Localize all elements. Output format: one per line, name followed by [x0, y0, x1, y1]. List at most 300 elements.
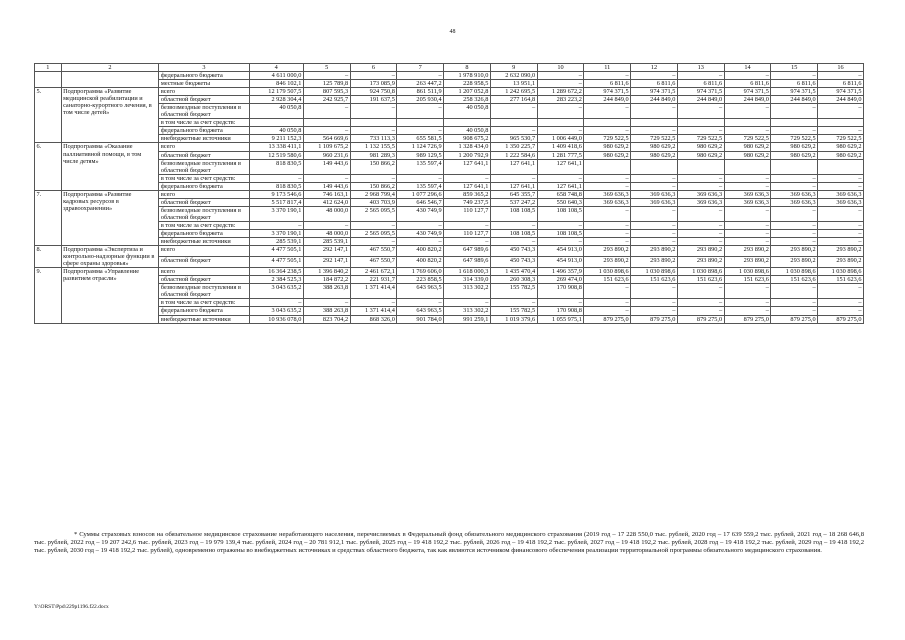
amount-cell: 150 866,2 — [350, 182, 397, 190]
amount-cell — [818, 159, 864, 174]
amount-cell: 879 275,0 — [724, 315, 771, 323]
amount-cell: – — [771, 238, 818, 246]
table-row — [35, 257, 864, 268]
funding-source-cell: областной бюджет — [159, 96, 249, 104]
amount-cell: – — [303, 72, 350, 80]
amount-cell: 184 872,2 — [303, 276, 350, 284]
amount-cell: – — [818, 238, 864, 246]
amount-cell — [350, 119, 397, 127]
amount-cell: 151 623,6 — [724, 276, 771, 284]
amount-cell: 6 811,6 — [631, 80, 678, 88]
amount-cell: 400 820,2 — [397, 257, 444, 268]
amount-cell: 6 811,6 — [724, 80, 771, 88]
amount-cell: 135 597,4 — [397, 182, 444, 190]
footnote: * Суммы страховых взносов на обязательное медицинское страхование неработающего населения, перечисляемых в Федеральный фонд обязательного медицинского страхования (2019 год – 17 228 550,0 тыс. рублей, 2020 год – 17 639 559,2 тыс. рублей, 2021 год – 18 268 646,8 тыс. рублей, 2022 год – 19 207 242,6 тыс. рублей, 2023 год – 19 979 139,4 тыс. рублей, 2024 год – 20 781 912,1 тыс. рублей, 2025 год – 19 418 192,2 тыс. рублей, 2026 год – 19 418 192,2 тыс. рублей, 2027 год – 19 418 192,2 тыс. рублей, 2028 год – 19 418 192,2 тыс. рублей, 2029 год – 19 418 192,2 тыс. рублей, 2030 год – 19 418 192,2 тыс. рублей), одновременно отражены во внебюджетных источниках и средствах областного бюджета, так как являются источником финансового обеспечения реализации территориальной программы обязательного медицинского страхования. — [34, 531, 864, 554]
amount-cell: 369 636,3 — [818, 190, 864, 198]
amount-cell: 127 641,1 — [537, 182, 584, 190]
amount-cell: – — [584, 299, 631, 307]
amount-cell: – — [818, 307, 864, 315]
amount-cell: 40 050,8 — [444, 127, 491, 135]
amount-cell: – — [818, 182, 864, 190]
amount-cell: – — [397, 174, 444, 182]
amount-cell: – — [677, 127, 724, 135]
column-number-cell: 5 — [303, 64, 350, 72]
amount-cell: 980 629,2 — [677, 151, 724, 159]
amount-cell: 127 641,1 — [490, 159, 537, 174]
table-row — [35, 276, 864, 284]
amount-cell: – — [537, 299, 584, 307]
funding-source-cell: в том числе за счет средств: — [159, 174, 249, 182]
amount-cell: 924 750,8 — [350, 88, 397, 96]
amount-cell: 974 371,5 — [818, 88, 864, 96]
amount-cell: 40 050,8 — [249, 104, 303, 119]
amount-cell: 283 223,2 — [537, 96, 584, 104]
column-number-cell: 7 — [397, 64, 444, 72]
amount-cell: 6 811,6 — [677, 80, 724, 88]
table-row — [35, 174, 864, 182]
amount-cell: 974 371,5 — [677, 88, 724, 96]
column-number-cell: 2 — [61, 64, 159, 72]
amount-cell: 258 326,8 — [444, 96, 491, 104]
amount-cell — [249, 119, 303, 127]
amount-cell: 293 890,2 — [771, 257, 818, 268]
column-number-cell: 14 — [724, 64, 771, 72]
amount-cell: 412 624,0 — [303, 198, 350, 206]
amount-cell: 4 477 505,1 — [249, 246, 303, 257]
amount-cell: – — [677, 206, 724, 221]
amount-cell: – — [350, 238, 397, 246]
amount-cell: 292 147,1 — [303, 246, 350, 257]
amount-cell: 314 339,0 — [444, 276, 491, 284]
amount-cell: – — [771, 284, 818, 299]
amount-cell: 10 936 078,0 — [249, 315, 303, 323]
amount-cell: 151 623,6 — [631, 276, 678, 284]
amount-cell: 9 211 152,3 — [249, 135, 303, 143]
amount-cell: 974 371,5 — [724, 88, 771, 96]
amount-cell: 879 275,0 — [677, 315, 724, 323]
amount-cell: 150 866,2 — [350, 159, 397, 174]
amount-cell: 645 355,7 — [490, 190, 537, 198]
amount-cell: – — [818, 174, 864, 182]
subprogram-name: Подпрограмма «Развитие кадровых ресурсов в здравоохранении» — [61, 190, 159, 245]
table-row — [35, 198, 864, 206]
amount-cell: 564 669,6 — [303, 135, 350, 143]
amount-cell: 1 207 052,8 — [444, 88, 491, 96]
amount-cell: – — [724, 299, 771, 307]
amount-cell: – — [397, 221, 444, 229]
table-row — [35, 104, 864, 119]
funding-source-cell: всего — [159, 88, 249, 96]
funding-source-cell: местные бюджеты — [159, 80, 249, 88]
amount-cell: 807 595,3 — [303, 88, 350, 96]
amount-cell: – — [490, 238, 537, 246]
amount-cell: 285 539,1 — [303, 238, 350, 246]
amount-cell: 388 263,8 — [303, 307, 350, 315]
amount-cell: 277 164,8 — [490, 96, 537, 104]
amount-cell: 879 275,0 — [818, 315, 864, 323]
amount-cell: – — [724, 127, 771, 135]
amount-cell — [537, 119, 584, 127]
amount-cell: 293 890,2 — [584, 257, 631, 268]
amount-cell: 1 030 898,6 — [584, 268, 631, 276]
amount-cell: – — [771, 299, 818, 307]
amount-cell: 989 129,5 — [397, 151, 444, 159]
amount-cell: 6 811,6 — [584, 80, 631, 88]
amount-cell: – — [584, 127, 631, 135]
column-number-row — [35, 64, 864, 72]
amount-cell: 3 370 190,1 — [249, 206, 303, 221]
funding-table — [34, 63, 864, 324]
subprogram-number: 5. — [35, 88, 62, 143]
table-row — [35, 135, 864, 143]
amount-cell: – — [584, 221, 631, 229]
amount-cell: 980 629,2 — [724, 151, 771, 159]
amount-cell: 1 109 675,2 — [303, 143, 350, 151]
amount-cell: 430 749,9 — [397, 229, 444, 237]
amount-cell: 135 597,4 — [397, 159, 444, 174]
amount-cell: 2 632 090,0 — [490, 72, 537, 80]
amount-cell: – — [631, 104, 678, 119]
amount-cell: 980 629,2 — [818, 143, 864, 151]
amount-cell: 293 890,2 — [677, 246, 724, 257]
amount-cell: 1 769 606,0 — [397, 268, 444, 276]
amount-cell: 658 748,8 — [537, 190, 584, 198]
amount-cell: 108 108,5 — [537, 206, 584, 221]
amount-cell: 293 890,2 — [631, 246, 678, 257]
amount-cell — [677, 119, 724, 127]
amount-cell: 369 636,3 — [584, 198, 631, 206]
amount-cell: 191 637,5 — [350, 96, 397, 104]
amount-cell: 1 978 910,0 — [444, 72, 491, 80]
amount-cell: 151 623,6 — [677, 276, 724, 284]
table-row — [35, 72, 864, 80]
amount-cell: – — [724, 182, 771, 190]
amount-cell: – — [771, 221, 818, 229]
funding-source-cell: безвозмездные поступления в областной бюджет — [159, 104, 249, 119]
amount-cell: 244 849,0 — [818, 96, 864, 104]
funding-source-cell: федерального бюджета — [159, 127, 249, 135]
table-row — [35, 307, 864, 315]
amount-cell: 127 641,1 — [490, 182, 537, 190]
table-row — [35, 182, 864, 190]
amount-cell — [303, 119, 350, 127]
funding-source-cell: всего — [159, 190, 249, 198]
funding-source-cell: безвозмездные поступления в областной бюджет — [159, 284, 249, 299]
amount-cell: – — [631, 221, 678, 229]
amount-cell: 13 951,1 — [490, 80, 537, 88]
subprogram-name — [61, 72, 159, 88]
amount-cell: – — [724, 229, 771, 237]
amount-cell: – — [631, 174, 678, 182]
amount-cell: – — [444, 221, 491, 229]
amount-cell: 980 629,2 — [771, 143, 818, 151]
amount-cell: 729 522,5 — [724, 135, 771, 143]
amount-cell: 263 447,2 — [397, 80, 444, 88]
column-number-cell: 15 — [771, 64, 818, 72]
amount-cell — [818, 119, 864, 127]
amount-cell: 170 908,8 — [537, 307, 584, 315]
amount-cell: 901 784,0 — [397, 315, 444, 323]
amount-cell: 980 629,2 — [584, 143, 631, 151]
amount-cell: – — [677, 174, 724, 182]
amount-cell: 6 811,6 — [771, 80, 818, 88]
amount-cell: – — [537, 221, 584, 229]
amount-cell: – — [444, 299, 491, 307]
amount-cell: 244 849,0 — [584, 96, 631, 104]
column-number-cell: 10 — [537, 64, 584, 72]
subprogram-name: Подпрограмма «Оказание паллиативной помощи, в том числе детям» — [61, 143, 159, 190]
amount-cell: 1 055 975,1 — [537, 315, 584, 323]
amount-cell: – — [724, 174, 771, 182]
amount-cell: 879 275,0 — [631, 315, 678, 323]
amount-cell: 980 629,2 — [677, 143, 724, 151]
amount-cell: – — [350, 127, 397, 135]
amount-cell: – — [584, 238, 631, 246]
amount-cell: – — [818, 221, 864, 229]
amount-cell — [677, 159, 724, 174]
amount-cell: 293 890,2 — [771, 246, 818, 257]
column-number-cell: 16 — [818, 64, 864, 72]
amount-cell: 110 127,7 — [444, 206, 491, 221]
amount-cell: 1 132 155,5 — [350, 143, 397, 151]
amount-cell: – — [631, 299, 678, 307]
amount-cell: 643 963,5 — [397, 307, 444, 315]
amount-cell: – — [677, 229, 724, 237]
amount-cell: 369 636,3 — [677, 190, 724, 198]
amount-cell — [584, 159, 631, 174]
table-row — [35, 284, 864, 299]
page-number: 48 — [449, 29, 456, 35]
amount-cell — [584, 119, 631, 127]
amount-cell: 430 749,9 — [397, 206, 444, 221]
amount-cell: 127 641,1 — [537, 159, 584, 174]
amount-cell: 450 743,3 — [490, 257, 537, 268]
amount-cell: – — [303, 127, 350, 135]
table-row — [35, 151, 864, 159]
amount-cell: 369 636,3 — [724, 198, 771, 206]
amount-cell: 1 618 000,3 — [444, 268, 491, 276]
amount-cell: 980 629,2 — [631, 151, 678, 159]
amount-cell: – — [677, 104, 724, 119]
amount-cell: 729 522,5 — [677, 135, 724, 143]
amount-cell: – — [350, 104, 397, 119]
amount-cell: 313 302,2 — [444, 307, 491, 315]
amount-cell: 221 931,7 — [350, 276, 397, 284]
amount-cell: – — [584, 182, 631, 190]
funding-source-cell: федерального бюджета — [159, 307, 249, 315]
amount-cell: 1 006 449,0 — [537, 135, 584, 143]
amount-cell: 859 365,2 — [444, 190, 491, 198]
table-row — [35, 238, 864, 246]
amount-cell: 269 474,0 — [537, 276, 584, 284]
amount-cell: 369 636,3 — [724, 190, 771, 198]
amount-cell: – — [631, 229, 678, 237]
subprogram-number: 8. — [35, 246, 62, 268]
amount-cell: 292 147,1 — [303, 257, 350, 268]
amount-cell: 5 517 817,4 — [249, 198, 303, 206]
amount-cell: 6 811,6 — [818, 80, 864, 88]
amount-cell: 40 050,8 — [444, 104, 491, 119]
funding-source-cell: внебюджетные источники — [159, 238, 249, 246]
amount-cell: 1 222 584,6 — [490, 151, 537, 159]
amount-cell: – — [584, 206, 631, 221]
funding-source-cell: безвозмездные поступления в областной бюджет — [159, 159, 249, 174]
amount-cell: 1 077 296,6 — [397, 190, 444, 198]
amount-cell: 746 163,1 — [303, 190, 350, 198]
amount-cell: – — [584, 104, 631, 119]
amount-cell: – — [584, 307, 631, 315]
amount-cell — [724, 119, 771, 127]
amount-cell: – — [444, 174, 491, 182]
amount-cell: 1 371 414,4 — [350, 284, 397, 299]
amount-cell: 110 127,7 — [444, 229, 491, 237]
amount-cell: – — [631, 127, 678, 135]
amount-cell: 4 477 505,1 — [249, 257, 303, 268]
amount-cell: 4 611 000,0 — [249, 72, 303, 80]
table-row — [35, 221, 864, 229]
amount-cell: 293 890,2 — [818, 246, 864, 257]
amount-cell: – — [771, 206, 818, 221]
amount-cell: – — [303, 221, 350, 229]
amount-cell: – — [771, 182, 818, 190]
amount-cell: – — [771, 104, 818, 119]
amount-cell: 454 913,0 — [537, 257, 584, 268]
amount-cell: 244 849,0 — [631, 96, 678, 104]
subprogram-number: 7. — [35, 190, 62, 245]
amount-cell: 879 275,0 — [584, 315, 631, 323]
amount-cell: 1 030 898,6 — [631, 268, 678, 276]
amount-cell: 369 636,3 — [677, 198, 724, 206]
amount-cell: – — [397, 299, 444, 307]
amount-cell: 2 565 095,5 — [350, 206, 397, 221]
table-row — [35, 315, 864, 323]
amount-cell: – — [584, 284, 631, 299]
amount-cell: 3 043 635,2 — [249, 284, 303, 299]
amount-cell — [397, 119, 444, 127]
amount-cell: – — [537, 238, 584, 246]
column-number-cell: 8 — [444, 64, 491, 72]
table-row — [35, 96, 864, 104]
amount-cell: 9 173 546,6 — [249, 190, 303, 198]
amount-cell: 2 384 525,3 — [249, 276, 303, 284]
amount-cell: 450 743,3 — [490, 246, 537, 257]
amount-cell: 108 108,5 — [490, 206, 537, 221]
amount-cell: 647 989,6 — [444, 246, 491, 257]
amount-cell — [771, 159, 818, 174]
amount-cell: 155 782,5 — [490, 307, 537, 315]
amount-cell: 868 326,0 — [350, 315, 397, 323]
funding-source-cell: областной бюджет — [159, 276, 249, 284]
amount-cell: – — [677, 299, 724, 307]
amount-cell: 293 890,2 — [818, 257, 864, 268]
amount-cell: 537 247,2 — [490, 198, 537, 206]
amount-cell: – — [350, 299, 397, 307]
amount-cell: 13 338 411,1 — [249, 143, 303, 151]
amount-cell: 980 629,2 — [631, 143, 678, 151]
amount-cell: 293 890,2 — [724, 246, 771, 257]
amount-cell: – — [537, 72, 584, 80]
funding-source-cell: безвозмездные поступления в областной бюджет — [159, 206, 249, 221]
amount-cell: 244 849,0 — [771, 96, 818, 104]
amount-cell: – — [490, 221, 537, 229]
amount-cell: 228 958,5 — [444, 80, 491, 88]
amount-cell — [444, 119, 491, 127]
amount-cell: 369 636,3 — [584, 190, 631, 198]
amount-cell: 1 124 726,9 — [397, 143, 444, 151]
amount-cell: 729 522,5 — [631, 135, 678, 143]
amount-cell: – — [303, 104, 350, 119]
table-row — [35, 268, 864, 276]
amount-cell: 2 928 304,4 — [249, 96, 303, 104]
funding-source-cell: федерального бюджета — [159, 229, 249, 237]
amount-cell: 151 623,6 — [771, 276, 818, 284]
subprogram-number: 6. — [35, 143, 62, 190]
table-row — [35, 190, 864, 198]
amount-cell: 369 636,3 — [818, 198, 864, 206]
column-number-cell: 4 — [249, 64, 303, 72]
amount-cell: – — [490, 299, 537, 307]
amount-cell: 965 530,7 — [490, 135, 537, 143]
amount-cell: 1 030 898,6 — [818, 268, 864, 276]
amount-cell: 369 636,3 — [771, 198, 818, 206]
amount-cell: 1 200 792,9 — [444, 151, 491, 159]
amount-cell: – — [724, 307, 771, 315]
amount-cell: – — [724, 104, 771, 119]
table-row — [35, 229, 864, 237]
amount-cell: 1 030 898,6 — [677, 268, 724, 276]
subprogram-name: Подпрограмма «Управление развитием отрасли» — [61, 268, 159, 323]
amount-cell: – — [724, 206, 771, 221]
amount-cell: – — [303, 174, 350, 182]
amount-cell — [631, 119, 678, 127]
amount-cell: – — [249, 221, 303, 229]
funding-source-cell: внебюджетные источники — [159, 315, 249, 323]
subprogram-name: Подпрограмма «Экспертиза и контрольно-надзорные функции в сфере охраны здоровья» — [61, 246, 159, 268]
amount-cell: 643 963,5 — [397, 284, 444, 299]
funding-source-cell: всего — [159, 246, 249, 257]
amount-cell: 313 302,2 — [444, 284, 491, 299]
column-number-cell: 1 — [35, 64, 62, 72]
amount-cell: 1 328 434,0 — [444, 143, 491, 151]
funding-source-cell: всего — [159, 143, 249, 151]
file-path: Y:\ORST\Ppd\229p1196.f22.docx — [34, 604, 109, 610]
amount-cell: – — [771, 127, 818, 135]
amount-cell: – — [537, 80, 584, 88]
amount-cell: 127 641,1 — [444, 159, 491, 174]
table-row — [35, 88, 864, 96]
subprogram-number: 9. — [35, 268, 62, 323]
amount-cell: 12 519 580,6 — [249, 151, 303, 159]
amount-cell: – — [397, 104, 444, 119]
amount-cell: – — [631, 307, 678, 315]
amount-cell: 223 858,5 — [397, 276, 444, 284]
amount-cell: – — [249, 174, 303, 182]
amount-cell: – — [350, 221, 397, 229]
amount-cell: – — [537, 174, 584, 182]
table-row — [35, 159, 864, 174]
amount-cell: 655 581,5 — [397, 135, 444, 143]
amount-cell: 388 263,8 — [303, 284, 350, 299]
amount-cell: 3 370 190,1 — [249, 229, 303, 237]
amount-cell: – — [818, 284, 864, 299]
amount-cell: 1 281 777,5 — [537, 151, 584, 159]
amount-cell: – — [818, 299, 864, 307]
amount-cell: – — [818, 72, 864, 80]
amount-cell: 293 890,2 — [724, 257, 771, 268]
amount-cell: 244 849,0 — [724, 96, 771, 104]
amount-cell: 467 550,7 — [350, 257, 397, 268]
table-row — [35, 80, 864, 88]
